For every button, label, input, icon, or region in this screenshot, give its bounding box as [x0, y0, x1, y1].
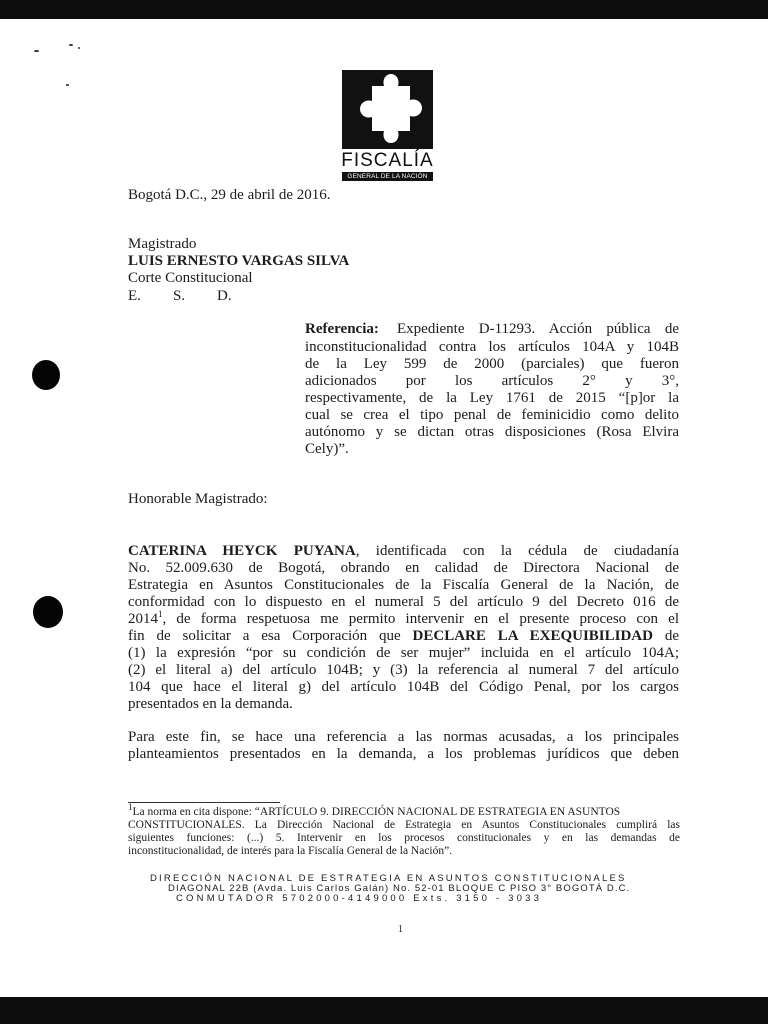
reference-line: cual se crea el tipo penal de feminicidio como delito	[305, 407, 679, 423]
page-number: 1	[398, 924, 403, 935]
reference-line: adicionados por los artículos 2° y 3°,	[305, 373, 679, 389]
reference-line: Expediente D-11293. Acción pública de	[397, 321, 679, 337]
recipient-court: Corte Constitucional	[128, 270, 253, 286]
intervener-name: CATERINA HEYCK PUYANA	[128, 543, 356, 559]
reference-line: Cely)”.	[305, 441, 349, 457]
body-line: No. 52.009.630 de Bogotá, obrando en calidad de Directora Nacional de	[128, 560, 679, 576]
salutation: Honorable Magistrado:	[128, 491, 268, 507]
body-text: 2014	[128, 611, 158, 627]
body-line: planteamientos presentados en la demanda, a los problemas jurídicos que deben	[128, 746, 679, 762]
scan-border-bottom	[0, 997, 768, 1024]
logo-subtitle: GENERAL DE LA NACIÓN	[342, 172, 433, 181]
scan-speck	[66, 84, 69, 86]
footer-line: CONMUTADOR 5702000-4149000 Exts. 3150 - 3033	[176, 893, 543, 904]
footnote-line: siguientes funciones: (...) 5. Intervenir en los procesos constitucionales y en las demandas de	[128, 832, 680, 844]
body-line	[128, 543, 679, 560]
punch-hole	[32, 360, 60, 390]
recipient-name: LUIS ERNESTO VARGAS SILVA	[128, 253, 350, 269]
footer-line: DIRECCIÓN NACIONAL DE ESTRATEGIA EN ASUNTOS CONSTITUCIONALES	[150, 873, 627, 884]
recipient-esd-e: E.	[128, 288, 141, 304]
recipient-title: Magistrado	[128, 236, 197, 252]
footer-line: DIAGONAL 22B (Avda. Luis Carlos Galán) No. 52-01 BLOQUE C PISO 3° BOGOTÁ D.C.	[168, 883, 631, 894]
body-text: fin de solicitar a esa Corporación que	[128, 628, 413, 644]
punch-hole	[33, 596, 63, 628]
footnote-marker: 1	[128, 802, 133, 813]
reference-line: de la Ley 599 de 2000 (parciales) que fueron	[305, 356, 679, 372]
footnote-line	[128, 802, 621, 819]
footnote-text: La norma en cita dispone: “ARTÍCULO 9. DIRECCIÓN NACIONAL DE ESTRATEGIA EN ASUNTOS	[132, 806, 621, 818]
body-text: , identificada con la cédula de ciudadanía	[355, 543, 679, 559]
body-text: de	[652, 628, 679, 644]
body-line: (1) la expresión “por su condición de ser mujer” incluida en el artículo 104A;	[128, 645, 679, 661]
footnote-line: inconstitucionalidad, de interés para la Fiscalía General de la Nación”.	[128, 845, 453, 857]
body-line	[128, 611, 679, 628]
footnote-line: CONSTITUCIONALES. La Dirección Nacional de Estrategia en Asuntos Constitucionales cumplirá las	[128, 819, 680, 831]
recipient-esd-d: D.	[217, 288, 232, 304]
reference-line: autónomo y se dictan otras disposiciones (Rosa Elvira	[305, 424, 679, 440]
body-line: Estrategia en Asuntos Constitucionales de la Fiscalía General de la Nación, de	[128, 577, 679, 593]
body-line	[128, 628, 679, 645]
scan-speck	[34, 50, 39, 52]
body-text: , de forma respetuosa me permito intervenir en el presente proceso con el	[162, 611, 679, 627]
recipient-esd-s: S.	[173, 288, 186, 304]
scan-speck	[69, 44, 73, 46]
scan-border-top	[0, 0, 768, 19]
footnote-divider	[128, 802, 280, 803]
scan-speck	[78, 47, 80, 49]
reference-line: inconstitucionalidad contra los artículos 104A y 104B	[305, 339, 679, 355]
request-emphasis: DECLARE LA EXEQUIBILIDAD	[412, 628, 653, 644]
puzzle-piece-icon	[342, 70, 433, 149]
body-line: conformidad con lo dispuesto en el numeral 5 del artículo 9 del Decreto 016 de	[128, 594, 679, 610]
reference-line: respectivamente, de la Ley 1761 de 2015 “[p]or la	[305, 390, 679, 406]
reference-label: Referencia:	[305, 321, 379, 337]
logo-wordmark: FISCALÍA	[341, 150, 434, 171]
body-line: (2) el literal a) del artículo 104B; y (3) la referencia al numeral 7 del artículo	[128, 662, 679, 678]
date-line: Bogotá D.C., 29 de abril de 2016.	[128, 187, 331, 203]
body-line: presentados en la demanda.	[128, 696, 293, 712]
body-line: Para este fin, se hace una referencia a las normas acusadas, a los principales	[128, 729, 679, 745]
body-line: 104 que hace el literal g) del artículo 104B del Código Penal, por los cargos	[128, 679, 679, 695]
footnote-reference: 1	[158, 609, 163, 619]
